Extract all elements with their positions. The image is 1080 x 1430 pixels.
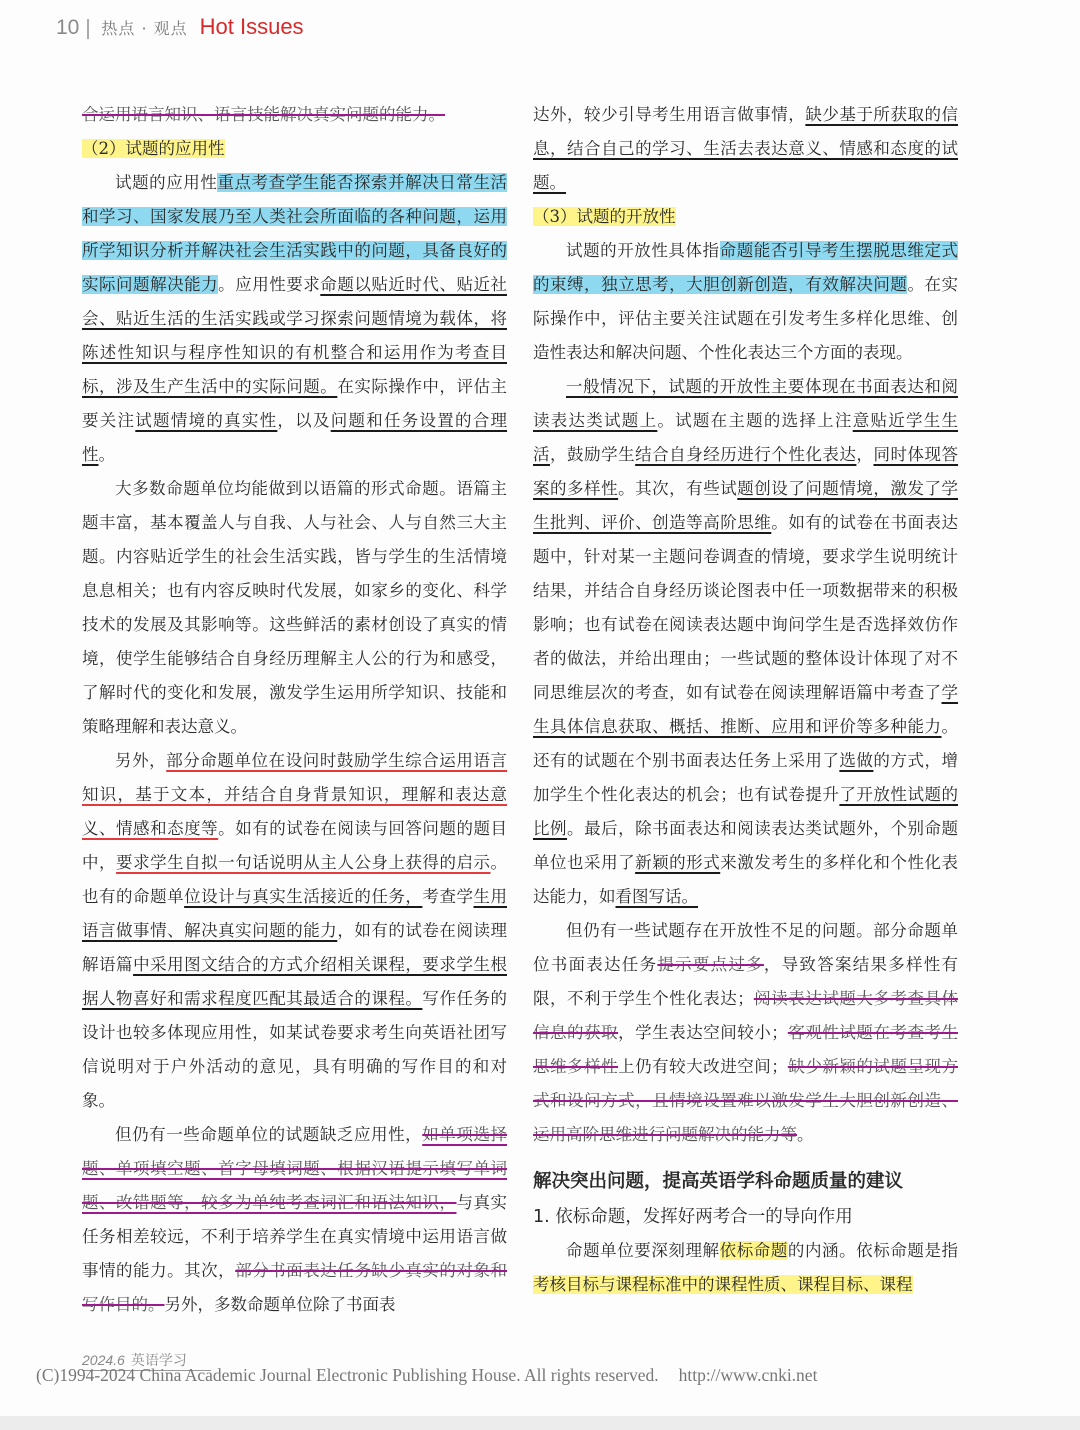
paragraph-applicability: 试题的应用性重点考查学生能否探索并解决日常生活和学习、国家发展乃至人类社会所面临的各种问题，运用所学知识分析并解决社会生活实践中的问题，具备良好的实际问题解决能力。应用性要求命题以贴近时代、贴近社会、贴近生活的生活实践或学习探索问题情境为载体，将陈述性知识与程序性知识的有机整合和运用作为考查目标，涉及生产生活中的实际问题。在实际操作中，评估主要关注试题情境的真实性，以及问题和任务设置的合理性。 <box>82 173 508 464</box>
issue-number: 2024.6 <box>82 1352 125 1368</box>
page-number: 10 <box>56 16 80 39</box>
section-heading-suggestions: 解决突出问题，提高英语学科命题质量的建议 <box>533 1171 904 1192</box>
section-title-en: Hot Issues <box>199 14 304 39</box>
paragraph-continued-right: 达外，较少引导考生用语言做事情，缺少基于所获取的信息，结合自己的学习、生活去表达意义、情感和态度的试题。 <box>533 105 959 192</box>
paragraph-openness-examples: 一般情况下，试题的开放性主要体现在书面表达和阅读表达类试题上。试题在主题的选择上注意贴近学生生活，鼓励学生结合自身经历进行个性化表达，同时体现答案的多样性。其次，有些试题创设了问题情境，激发了学生批判、评价、创造等高阶思维。如有的试卷在书面表达题中，针对某一主题问卷调查的情境，要求学生说明统计结果，并结合自身经历谈论图表中任一项数据带来的积极影响；也有试卷在阅读表达题中询问学生是否选择效仿作者的做法，并给出理由；一些试题的整体设计体现了对不同思维层次的考查，如有试卷在阅读理解语篇中考查了学生具体信息获取、概括、推断、应用和评价等多种能力。还有的试题在个别书面表达任务上采用了选做的方式，增加学生个性化表达的机会；也有试卷提升了开放性试题的比例。最后，除书面表达和阅读表达类试题外，个别命题单位也采用了新颖的形式来激发考生的多样化和个性化表达能力，如看图写话。 <box>533 377 959 906</box>
paragraph-standards: 命题单位要深刻理解依标命题的内涵。依标命题是指考核目标与课程标准中的课程性质、课程目标、课程 <box>533 1241 959 1294</box>
copyright-notice <box>36 1365 817 1386</box>
left-column <box>82 98 507 1322</box>
paragraph-examples: 另外，部分命题单位在设问时鼓励学生综合运用语言知识，基于文本，并结合自身背景知识，理解和表达意义、情感和态度等。如有的试卷在阅读与回答问题的题目中，要求学生自拟一句话说明从主人公身上获得的启示。也有的命题单位设计与真实生活接近的任务，考查学生用语言做事情、解决真实问题的能力，如有的试卷在阅读理解语篇中采用图文结合的方式介绍相关课程，要求学生根据人物喜好和需求程度匹配其最适合的课程。写作任务的设计也较多体现应用性，如某试卷要求考生向英语社团写信说明对于户外活动的意见，具有明确的写作目的和对象。 <box>82 751 508 1110</box>
paragraph-discourse: 大多数命题单位均能做到以语篇的形式命题。语篇主题丰富，基本覆盖人与自我、人与社会、人与自然三大主题。内容贴近学生的社会生活实践，皆与学生的生活情境息息相关；也有内容反映时代发展，如家乡的变化、科学技术的发展及其影响等。这些鲜活的素材创设了真实的情境，使学生能够结合自身经历理解主人公的行为和感受，了解时代的变化和发展，激发学生运用所学知识、技能和策略理解和表达意义。 <box>82 479 507 736</box>
paragraph-openness-shortcomings: 但仍有一些试题存在开放性不足的问题。部分命题单位书面表达任务提示要点过多，导致答案结果多样性有限，不利于学生个性化表达；阅读表达试题大多考查具体信息的获取，学生表达空间较小；客观性试题在考查考生思维多样性上仍有较大改进空间；缺少新颖的试题呈现方式和设问方式，且情境设置难以激发学生大胆创新创造、运用高阶思维进行问题解决的能力等。 <box>533 921 959 1144</box>
running-header <box>56 14 304 44</box>
cnki-link[interactable]: http://www.cnki.net <box>678 1365 818 1385</box>
subheading-applicability: （2）试题的应用性 <box>82 139 225 158</box>
paragraph-openness: 试题的开放性具体指命题能否引导考生摆脱思维定式的束缚，独立思考，大胆创新创造，有效解决问题。在实际操作中，评估主要关注试题在引发考生多样化思维、创造性表达和解决问题、个性化表达三个方面的表现。 <box>533 241 959 362</box>
header-divider <box>87 19 89 39</box>
journal-name: 英语学习 <box>130 1352 187 1368</box>
subsection-heading-standards: 1. 依标命题，发挥好两考合一的导向作用 <box>533 1207 853 1227</box>
section-title-cn: 热点 · 观点 <box>101 19 188 38</box>
copyright-text: (C)1994-2024 China Academic Journal Electronic Publishing House. All rights reserved. <box>36 1365 659 1385</box>
bottom-band <box>0 1416 1080 1430</box>
right-column <box>533 98 958 1302</box>
subheading-openness: （3）试题的开放性 <box>533 207 676 226</box>
paragraph-shortcomings: 但仍有一些命题单位的试题缺乏应用性，如单项选择题、单项填空题、首字母填词题、根据汉语提示填写单词题、改错题等，较多为单纯考查词汇和语法知识，与真实任务相差较远，不利于培养学生在真实情境中运用语言做事情的能力。其次，部分书面表达任务缺少真实的对象和写作目的。另外，多数命题单位除了书面表 <box>82 1125 508 1314</box>
paragraph-continued: 合运用语言知识、语言技能解决真实问题的能力。 <box>82 105 445 124</box>
